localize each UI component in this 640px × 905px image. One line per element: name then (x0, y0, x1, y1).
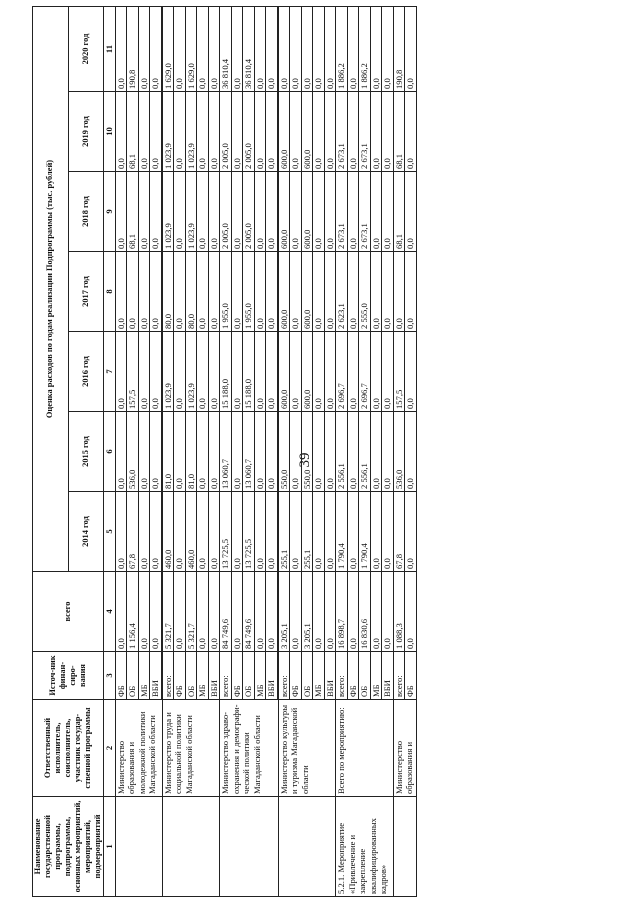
executor-cell: Министерство культуры и туризма Магаданской области (278, 700, 336, 797)
year-value-cell: 0,0 (382, 172, 394, 252)
year-value-cell: 0,0 (231, 412, 243, 492)
budget-sheet (32, 7, 608, 897)
year-value-cell: 600,0 (278, 172, 290, 252)
year-value-cell: 2 556,1 (359, 412, 371, 492)
year-value-cell: 80,0 (162, 252, 174, 332)
header-year: 2014 год (68, 492, 104, 572)
source-cell: ОБ (185, 652, 197, 700)
year-value-cell: 1 790,4 (336, 492, 348, 572)
year-value-cell: 0,0 (150, 412, 162, 492)
year-value-cell: 0,0 (382, 332, 394, 412)
year-value-cell: 2 555,0 (359, 252, 371, 332)
year-value-cell: 81,0 (185, 412, 197, 492)
year-value-cell: 1 790,4 (359, 492, 371, 572)
source-cell: ВБИ (266, 652, 278, 700)
source-cell: всего: (278, 652, 290, 700)
year-value-cell: 0,0 (208, 172, 220, 252)
year-value-cell: 0,0 (405, 172, 417, 252)
year-value-cell: 0,0 (313, 92, 325, 172)
table-body (115, 7, 416, 897)
year-value-cell: 2 005,0 (220, 92, 232, 172)
year-value-cell: 0,0 (405, 492, 417, 572)
year-value-cell: 0,0 (266, 7, 278, 92)
year-value-cell: 600,0 (301, 92, 313, 172)
year-value-cell: 2 696,7 (336, 332, 348, 412)
year-value-cell: 157,5 (127, 332, 139, 412)
year-value-cell: 0,0 (370, 92, 382, 172)
year-value-cell: 0,0 (382, 412, 394, 492)
year-value-cell: 0,0 (370, 332, 382, 412)
total-cell: 3 205,1 (278, 572, 290, 652)
year-value-cell: 0,0 (208, 252, 220, 332)
year-value-cell: 0,0 (290, 492, 302, 572)
source-cell: ОБ (301, 652, 313, 700)
total-cell: 16 898,7 (336, 572, 348, 652)
year-value-cell: 2 005,0 (243, 172, 255, 252)
total-cell: 84 749,6 (243, 572, 255, 652)
year-value-cell: 2 673,1 (359, 92, 371, 172)
year-value-cell: 0,0 (324, 172, 336, 252)
source-cell: ФБ (347, 652, 359, 700)
year-value-cell: 0,0 (138, 7, 150, 92)
year-value-cell: 36 810,4 (220, 7, 232, 92)
year-value-cell: 1 886,2 (336, 7, 348, 92)
year-value-cell: 0,0 (231, 252, 243, 332)
year-value-cell: 0,0 (138, 412, 150, 492)
year-value-cell: 0,0 (290, 7, 302, 92)
year-value-cell: 0,0 (150, 172, 162, 252)
year-value-cell: 0,0 (138, 492, 150, 572)
year-value-cell: 600,0 (301, 252, 313, 332)
year-value-cell: 600,0 (301, 172, 313, 252)
year-value-cell: 0,0 (254, 92, 266, 172)
year-value-cell: 0,0 (405, 252, 417, 332)
year-value-cell: 1 886,2 (359, 7, 371, 92)
year-value-cell: 0,0 (197, 252, 209, 332)
year-value-cell: 0,0 (290, 252, 302, 332)
year-value-cell: 13 060,7 (220, 412, 232, 492)
header-year: 2016 год (68, 332, 104, 412)
executor-cell: Всего по мероприятию: (336, 700, 394, 797)
source-cell: ВБИ (150, 652, 162, 700)
year-value-cell: 0,0 (174, 492, 186, 572)
year-value-cell: 0,0 (324, 492, 336, 572)
year-value-cell: 0,0 (197, 332, 209, 412)
year-value-cell: 1 955,0 (243, 252, 255, 332)
executor-cell: Министерство образования и молодежной политики Магаданской области (115, 700, 162, 797)
year-value-cell: 550,0 (278, 412, 290, 492)
column-index: 7 (104, 332, 116, 412)
table-row (278, 7, 290, 897)
total-cell: 0,0 (382, 572, 394, 652)
total-cell: 16 830,6 (359, 572, 371, 652)
year-value-cell: 0,0 (115, 332, 127, 412)
year-value-cell: 0,0 (382, 92, 394, 172)
year-value-cell: 0,0 (382, 492, 394, 572)
column-index: 8 (104, 252, 116, 332)
total-cell: 0,0 (290, 572, 302, 652)
total-cell: 0,0 (197, 572, 209, 652)
year-value-cell: 1 955,0 (220, 252, 232, 332)
year-value-cell: 600,0 (278, 332, 290, 412)
source-cell: МБ (313, 652, 325, 700)
table-row (336, 7, 348, 897)
year-value-cell: 0,0 (150, 332, 162, 412)
year-value-cell: 0,0 (254, 332, 266, 412)
source-cell: ФБ (405, 652, 417, 700)
header-year: 2020 год (68, 7, 104, 92)
year-value-cell: 0,0 (347, 172, 359, 252)
year-value-cell: 15 188,0 (243, 332, 255, 412)
year-value-cell: 67,8 (393, 492, 405, 572)
year-value-cell: 0,0 (138, 172, 150, 252)
year-value-cell: 0,0 (231, 492, 243, 572)
column-index: 4 (104, 572, 116, 652)
source-cell: всего: (336, 652, 348, 700)
year-value-cell: 0,0 (138, 252, 150, 332)
year-value-cell: 0,0 (174, 7, 186, 92)
year-value-cell: 460,0 (162, 492, 174, 572)
header-name: Наименование государственной программы, подпрограммы, основных мероприятий, мероприятий, подмероприятий (33, 797, 104, 897)
column-index: 9 (104, 172, 116, 252)
year-value-cell: 2 696,7 (359, 332, 371, 412)
total-cell: 0,0 (115, 572, 127, 652)
source-cell: всего: (162, 652, 174, 700)
year-value-cell: 1 023,9 (162, 92, 174, 172)
year-value-cell: 13 060,7 (243, 412, 255, 492)
year-value-cell: 0,0 (313, 252, 325, 332)
total-cell: 0,0 (313, 572, 325, 652)
total-cell: 0,0 (405, 572, 417, 652)
total-cell: 3 205,1 (301, 572, 313, 652)
program-cell (220, 797, 279, 897)
year-value-cell: 0,0 (174, 172, 186, 252)
year-value-cell: 0,0 (313, 7, 325, 92)
year-value-cell: 0,0 (347, 492, 359, 572)
program-cell (162, 797, 220, 897)
source-cell: ФБ (231, 652, 243, 700)
header-executor: Ответственный исполнитель, соисполнитель, участник государ-ственной программы (33, 700, 104, 797)
source-cell: МБ (197, 652, 209, 700)
year-value-cell: 536,0 (393, 412, 405, 492)
year-value-cell: 0,0 (370, 412, 382, 492)
total-cell: 1 088,3 (393, 572, 405, 652)
year-value-cell: 0,0 (393, 252, 405, 332)
year-value-cell: 0,0 (266, 252, 278, 332)
year-value-cell: 0,0 (370, 172, 382, 252)
year-value-cell: 13 725,5 (220, 492, 232, 572)
year-value-cell: 0,0 (324, 252, 336, 332)
header-year: 2015 год (68, 412, 104, 492)
year-value-cell: 1 629,0 (185, 7, 197, 92)
year-value-cell: 13 725,5 (243, 492, 255, 572)
year-value-cell: 0,0 (324, 412, 336, 492)
year-value-cell: 0,0 (347, 252, 359, 332)
year-value-cell: 0,0 (174, 252, 186, 332)
year-value-cell: 0,0 (290, 92, 302, 172)
column-index: 6 (104, 412, 116, 492)
table-row (220, 7, 232, 897)
column-index-row (104, 7, 116, 897)
year-value-cell: 0,0 (266, 492, 278, 572)
year-value-cell: 0,0 (347, 412, 359, 492)
year-value-cell: 0,0 (290, 172, 302, 252)
year-value-cell: 2 673,1 (336, 92, 348, 172)
year-value-cell: 68,1 (127, 92, 139, 172)
total-cell: 0,0 (208, 572, 220, 652)
year-value-cell: 0,0 (405, 7, 417, 92)
column-index: 5 (104, 492, 116, 572)
year-value-cell: 0,0 (197, 492, 209, 572)
year-value-cell: 0,0 (197, 7, 209, 92)
total-cell: 5 321,7 (185, 572, 197, 652)
budget-table (32, 6, 417, 897)
year-value-cell: 0,0 (150, 92, 162, 172)
total-cell: 0,0 (347, 572, 359, 652)
total-cell: 1 156,4 (127, 572, 139, 652)
year-value-cell: 0,0 (208, 492, 220, 572)
header-year: 2018 год (68, 172, 104, 252)
year-value-cell: 0,0 (382, 252, 394, 332)
source-cell: ОБ (359, 652, 371, 700)
header-total: всего (33, 572, 104, 652)
source-cell: МБ (370, 652, 382, 700)
year-value-cell: 0,0 (405, 332, 417, 412)
total-cell: 5 321,7 (162, 572, 174, 652)
year-value-cell: 255,1 (301, 492, 313, 572)
year-value-cell: 0,0 (208, 332, 220, 412)
year-value-cell: 81,0 (162, 412, 174, 492)
program-cell (115, 797, 162, 897)
total-cell: 0,0 (254, 572, 266, 652)
year-value-cell: 0,0 (266, 172, 278, 252)
year-value-cell: 0,0 (254, 412, 266, 492)
year-value-cell: 0,0 (301, 7, 313, 92)
year-value-cell: 0,0 (266, 92, 278, 172)
year-value-cell: 0,0 (266, 332, 278, 412)
year-value-cell: 550,0 (301, 412, 313, 492)
header-source: Источ-ник финан-сиро-вания (33, 652, 104, 700)
program-cell: 5.2.1. Мероприятие «Привлечение и закрепление квалифицированных кадров» (336, 797, 394, 897)
year-value-cell: 0,0 (313, 172, 325, 252)
year-value-cell: 0,0 (290, 412, 302, 492)
year-value-cell: 0,0 (115, 252, 127, 332)
year-value-cell: 0,0 (231, 7, 243, 92)
total-cell: 0,0 (266, 572, 278, 652)
table-row (393, 7, 405, 897)
year-value-cell: 15 188,0 (220, 332, 232, 412)
year-value-cell: 2 556,1 (336, 412, 348, 492)
year-value-cell: 0,0 (174, 92, 186, 172)
header-year: 2019 год (68, 92, 104, 172)
year-value-cell: 0,0 (127, 252, 139, 332)
year-value-cell: 0,0 (174, 332, 186, 412)
year-value-cell: 68,1 (393, 92, 405, 172)
year-value-cell: 0,0 (208, 412, 220, 492)
total-cell: 0,0 (231, 572, 243, 652)
year-value-cell: 0,0 (231, 172, 243, 252)
total-cell: 0,0 (174, 572, 186, 652)
year-value-cell: 0,0 (150, 7, 162, 92)
source-cell: ФБ (174, 652, 186, 700)
year-value-cell: 0,0 (150, 252, 162, 332)
year-value-cell: 0,0 (370, 252, 382, 332)
year-value-cell: 0,0 (115, 412, 127, 492)
total-cell: 0,0 (324, 572, 336, 652)
source-cell: всего: (393, 652, 405, 700)
year-value-cell: 0,0 (254, 172, 266, 252)
program-cell (393, 797, 416, 897)
year-value-cell: 0,0 (382, 7, 394, 92)
year-value-cell: 0,0 (313, 332, 325, 412)
column-index: 2 (104, 700, 116, 797)
year-value-cell: 0,0 (313, 412, 325, 492)
page-number: 39 (297, 452, 313, 468)
executor-cell: Министерство труда и социальной политики Магаданской области (162, 700, 220, 797)
year-value-cell: 1 023,9 (185, 172, 197, 252)
source-cell: ФБ (290, 652, 302, 700)
year-value-cell: 460,0 (185, 492, 197, 572)
year-value-cell: 0,0 (208, 7, 220, 92)
source-cell: МБ (138, 652, 150, 700)
year-value-cell: 2 005,0 (243, 92, 255, 172)
year-value-cell: 0,0 (266, 412, 278, 492)
year-value-cell: 1 023,9 (162, 332, 174, 412)
year-value-cell: 1 023,9 (185, 92, 197, 172)
year-value-cell: 0,0 (313, 492, 325, 572)
year-value-cell: 0,0 (115, 492, 127, 572)
year-value-cell: 0,0 (115, 7, 127, 92)
year-value-cell: 0,0 (290, 332, 302, 412)
year-value-cell: 80,0 (185, 252, 197, 332)
year-value-cell: 0,0 (324, 7, 336, 92)
year-value-cell: 0,0 (231, 92, 243, 172)
total-cell: 0,0 (138, 572, 150, 652)
year-value-cell: 0,0 (150, 492, 162, 572)
year-value-cell: 255,1 (278, 492, 290, 572)
year-value-cell: 0,0 (197, 92, 209, 172)
year-value-cell: 0,0 (347, 7, 359, 92)
year-value-cell: 0,0 (324, 92, 336, 172)
source-cell: ВБИ (324, 652, 336, 700)
source-cell: ОБ (243, 652, 255, 700)
source-cell: ОБ (127, 652, 139, 700)
column-index: 3 (104, 652, 116, 700)
year-value-cell: 157,5 (393, 332, 405, 412)
year-value-cell: 0,0 (370, 7, 382, 92)
source-cell: ВБИ (382, 652, 394, 700)
executor-cell: Министерство здраво-охранения и демографи-ческой политики Магаданской области (220, 700, 279, 797)
year-value-cell: 1 629,0 (162, 7, 174, 92)
year-value-cell: 0,0 (231, 332, 243, 412)
year-value-cell: 2 673,1 (359, 172, 371, 252)
year-value-cell: 600,0 (278, 92, 290, 172)
year-value-cell: 600,0 (301, 332, 313, 412)
year-value-cell: 1 023,9 (185, 332, 197, 412)
year-value-cell: 0,0 (174, 412, 186, 492)
year-value-cell: 0,0 (405, 92, 417, 172)
column-index: 11 (104, 7, 116, 92)
year-value-cell: 1 023,9 (162, 172, 174, 252)
year-value-cell: 2 623,1 (336, 252, 348, 332)
program-cell (278, 797, 336, 897)
source-cell: МБ (254, 652, 266, 700)
year-value-cell: 0,0 (324, 332, 336, 412)
year-value-cell: 0,0 (405, 412, 417, 492)
total-cell: 84 749,6 (220, 572, 232, 652)
total-cell: 0,0 (370, 572, 382, 652)
table-row (115, 7, 127, 897)
year-value-cell: 190,8 (393, 7, 405, 92)
header-estimate: Оценка расходов по годам реализации Подпрограммы (тыс. рублей) (33, 7, 69, 572)
year-value-cell: 0,0 (208, 92, 220, 172)
source-cell: ВБИ (208, 652, 220, 700)
year-value-cell: 536,0 (127, 412, 139, 492)
year-value-cell: 0,0 (197, 172, 209, 252)
year-value-cell: 2 005,0 (220, 172, 232, 252)
column-index: 1 (104, 797, 116, 897)
source-cell: ФБ (115, 652, 127, 700)
executor-cell: Министерство образования и (393, 700, 416, 797)
year-value-cell: 600,0 (278, 252, 290, 332)
column-index: 10 (104, 92, 116, 172)
year-value-cell: 2 673,1 (336, 172, 348, 252)
year-value-cell: 0,0 (278, 7, 290, 92)
year-value-cell: 68,1 (127, 172, 139, 252)
year-value-cell: 0,0 (254, 7, 266, 92)
year-value-cell: 0,0 (138, 92, 150, 172)
year-value-cell: 67,8 (127, 492, 139, 572)
table-row (162, 7, 174, 897)
year-value-cell: 0,0 (347, 332, 359, 412)
year-value-cell: 36 810,4 (243, 7, 255, 92)
source-cell: всего: (220, 652, 232, 700)
header-year: 2017 год (68, 252, 104, 332)
year-value-cell: 0,0 (197, 412, 209, 492)
year-value-cell: 190,8 (127, 7, 139, 92)
year-value-cell: 0,0 (347, 92, 359, 172)
year-value-cell: 0,0 (254, 252, 266, 332)
total-cell: 0,0 (150, 572, 162, 652)
year-value-cell: 0,0 (254, 492, 266, 572)
year-value-cell: 68,1 (393, 172, 405, 252)
year-value-cell: 0,0 (115, 172, 127, 252)
year-value-cell: 0,0 (115, 92, 127, 172)
year-value-cell: 0,0 (370, 492, 382, 572)
year-value-cell: 0,0 (138, 332, 150, 412)
